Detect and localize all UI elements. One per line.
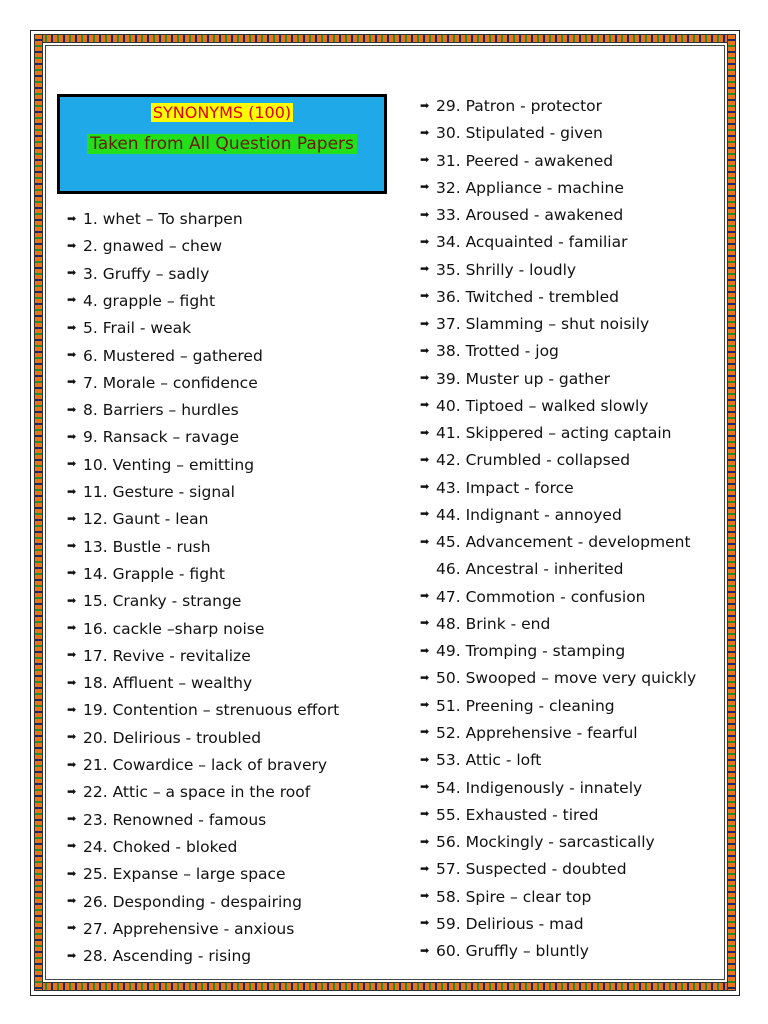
right-arrow-icon: ➡: [67, 757, 77, 771]
right-arrow-icon: ➡: [420, 98, 430, 112]
list-item: [420, 202, 623, 228]
synonym-text: 58. Spire – clear top: [436, 887, 592, 906]
synonym-text: 54. Indigenously - innately: [436, 778, 643, 797]
list-item: [67, 288, 215, 314]
page-subtitle: Taken from All Question Papers: [87, 134, 357, 154]
right-arrow-icon: ➡: [67, 348, 77, 361]
list-item: [67, 916, 294, 942]
synonym-text: 34. Acquainted - familiar: [436, 233, 628, 252]
right-arrow-icon: ➡: [420, 207, 430, 221]
right-arrow-icon: ➡: [420, 616, 430, 630]
synonym-text: 19. Contention – strenuous effort: [83, 701, 340, 720]
list-item: [67, 424, 239, 450]
right-arrow-icon: ➡: [420, 398, 430, 412]
synonym-text: 43. Impact - force: [436, 478, 574, 497]
list-item: [420, 775, 642, 801]
synonym-text: 36. Twitched - trembled: [436, 287, 619, 306]
list-item: [67, 343, 263, 369]
right-arrow-icon: ➡: [67, 621, 77, 634]
right-arrow-icon: ➡: [67, 866, 77, 880]
list-item: [420, 257, 576, 283]
list-item: [67, 670, 252, 696]
synonym-text: 53. Attic - loft: [436, 751, 542, 770]
synonym-text: 41. Skippered – acting captain: [436, 424, 672, 443]
synonym-text: 3. Gruffy – sadly: [83, 264, 210, 283]
right-arrow-icon: ➡: [67, 784, 77, 798]
border-left: [34, 34, 43, 991]
synonym-text: 37. Slamming – shut noisily: [436, 315, 650, 334]
right-arrow-icon: ➡: [420, 698, 430, 712]
synonym-text: 11. Gesture - signal: [83, 483, 235, 501]
right-arrow-icon: ➡: [420, 480, 430, 494]
right-arrow-icon: ➡: [67, 921, 77, 935]
list-item: [420, 311, 649, 337]
synonym-text: 18. Affluent – wealthy: [83, 674, 253, 693]
list-item: [420, 938, 589, 964]
list-item: [67, 697, 339, 723]
right-arrow-icon: ➡: [67, 648, 77, 662]
right-arrow-icon: ➡: [67, 702, 77, 716]
right-arrow-icon: ➡: [67, 293, 77, 307]
right-arrow-icon: ➡: [67, 839, 77, 853]
synonym-text: 47. Commotion - confusion: [436, 587, 646, 606]
synonym-text: 33. Aroused - awakened: [436, 206, 624, 225]
synonym-text: 23. Renowned - famous: [83, 810, 267, 829]
synonym-text: 52. Apprehensive - fearful: [436, 723, 638, 742]
synonym-text: 10. Venting – emitting: [83, 455, 255, 474]
right-arrow-icon: ➡: [420, 234, 430, 248]
synonym-text: 5. Frail - weak: [83, 319, 192, 338]
right-arrow-icon: ➡: [67, 812, 77, 826]
list-item: [67, 779, 310, 805]
synonym-text: 30. Stipulated - given: [436, 124, 603, 143]
right-arrow-icon: ➡: [67, 484, 77, 498]
synonym-text: 7. Morale – confidence: [83, 373, 258, 392]
list-item: [420, 175, 624, 201]
synonym-text: 4. grapple – fight: [83, 291, 216, 310]
right-arrow-icon: ➡: [420, 589, 430, 603]
list-item: [420, 693, 615, 719]
right-arrow-icon: ➡: [420, 371, 430, 385]
list-item: [420, 829, 655, 855]
synonym-text: 55. Exhausted - tired: [436, 805, 599, 824]
right-arrow-icon: ➡: [420, 534, 430, 548]
list-item: [420, 884, 591, 910]
right-arrow-icon: ➡: [67, 948, 77, 962]
page-title: SYNONYMS (100): [152, 103, 292, 122]
right-arrow-icon: ➡: [420, 507, 430, 521]
list-item: [67, 397, 239, 423]
synonym-text: 35. Shrilly - loudly: [436, 260, 577, 279]
synonym-text: 25. Expanse – large space: [83, 865, 286, 884]
list-item: [67, 370, 258, 396]
right-arrow-icon: ➡: [420, 262, 430, 276]
synonym-text: 49. Tromping - stamping: [436, 642, 626, 661]
list-item: [67, 233, 222, 259]
list-item: [420, 556, 623, 582]
right-arrow-icon: ➡: [67, 894, 77, 907]
list-item: [420, 665, 696, 691]
synonym-text: 59. Delirious - mad: [436, 914, 584, 933]
synonym-text: 32. Appliance - machine: [436, 178, 624, 197]
right-arrow-icon: ➡: [420, 916, 430, 930]
right-arrow-icon: ➡: [420, 943, 430, 957]
list-item: [420, 747, 541, 773]
list-item: [420, 638, 625, 664]
list-item: [420, 802, 598, 828]
list-item: [67, 834, 237, 860]
synonym-text: 17. Revive - revitalize: [83, 646, 251, 665]
list-item: [420, 393, 648, 419]
list-item: [420, 284, 619, 310]
right-arrow-icon: ➡: [67, 539, 77, 553]
synonym-text: 1. whet – To sharpen: [83, 210, 243, 228]
synonym-text: 9. Ransack – ravage: [83, 428, 240, 447]
synonym-text: 16. cackle –sharp noise: [83, 619, 265, 638]
list-item: [67, 889, 302, 915]
synonym-text: 57. Suspected - doubted: [436, 860, 627, 879]
list-item: [67, 861, 286, 887]
list-item: [420, 502, 622, 528]
right-arrow-icon: ➡: [67, 266, 77, 280]
synonym-text: 38. Trotted - jog: [436, 342, 559, 361]
synonym-text: 56. Mockingly - sarcastically: [436, 833, 655, 852]
synonym-text: 24. Choked - bloked: [83, 837, 238, 856]
right-arrow-icon: ➡: [67, 730, 77, 744]
list-item: [67, 943, 251, 969]
synonym-text: 39. Muster up - gather: [436, 369, 611, 388]
synonym-text: 2. gnawed – chew: [83, 237, 223, 256]
right-arrow-icon: ➡: [67, 593, 77, 607]
right-arrow-icon: ➡: [67, 675, 77, 689]
synonym-text: 60. Gruffly – bluntly: [436, 942, 589, 961]
synonym-text: 31. Peered - awakened: [436, 151, 614, 170]
right-arrow-icon: ➡: [420, 861, 430, 875]
synonym-text: 21. Cowardice – lack of bravery: [83, 756, 328, 774]
synonym-text: 8. Barriers – hurdles: [83, 401, 239, 420]
right-arrow-icon: ➡: [420, 807, 430, 821]
list-item: [67, 616, 264, 642]
list-item: [67, 315, 191, 341]
synonym-text: 51. Preening - cleaning: [436, 696, 615, 715]
list-item: [420, 148, 613, 174]
right-arrow-icon: ➡: [67, 238, 77, 252]
synonym-text: 44. Indignant - annoyed: [436, 505, 622, 524]
border-top: [34, 34, 736, 43]
synonym-text: 27. Apprehensive - anxious: [83, 919, 295, 938]
list-item: [420, 720, 638, 746]
synonym-text: 15. Cranky - strange: [83, 592, 242, 611]
right-arrow-icon: ➡: [420, 425, 430, 439]
synonym-text: 6. Mustered – gathered: [83, 346, 263, 365]
list-item: [420, 475, 574, 501]
synonym-text: 45. Advancement - development: [436, 533, 691, 552]
right-arrow-icon: ➡: [420, 752, 430, 766]
list-item: [420, 338, 559, 364]
synonym-text: 50. Swooped – move very quickly: [436, 669, 697, 688]
right-arrow-icon: ➡: [420, 725, 430, 739]
synonym-text: 12. Gaunt - lean: [83, 510, 209, 529]
synonym-text: 20. Delirious - troubled: [83, 728, 262, 747]
list-item: [420, 366, 610, 392]
synonym-text: 40. Tiptoed – walked slowly: [436, 396, 649, 415]
border-right: [727, 34, 736, 991]
list-item: [67, 534, 211, 560]
right-arrow-icon: ➡: [420, 452, 430, 466]
synonym-text: 46. Ancestral - inherited: [436, 560, 624, 579]
list-item: [420, 911, 584, 937]
synonym-text: 14. Grapple - fight: [83, 564, 225, 583]
list-item: [420, 447, 630, 473]
right-arrow-icon: ➡: [67, 375, 77, 389]
list-item: [67, 206, 243, 232]
right-arrow-icon: ➡: [67, 457, 77, 471]
list-item: [67, 452, 254, 478]
list-item: [67, 725, 261, 751]
synonym-text: 26. Desponding - despairing: [83, 892, 302, 911]
right-arrow-icon: ➡: [420, 670, 430, 684]
list-item: [67, 807, 266, 833]
right-arrow-icon: ➡: [420, 289, 430, 303]
right-arrow-icon: ➡: [420, 889, 430, 903]
right-arrow-icon: ➡: [420, 343, 430, 357]
border-bottom: [34, 982, 736, 991]
list-item: [67, 479, 235, 505]
right-arrow-icon: ➡: [67, 211, 77, 225]
right-arrow-icon: ➡: [420, 316, 430, 330]
right-arrow-icon: ➡: [420, 125, 430, 139]
list-item: [67, 752, 327, 778]
title-box: [57, 94, 387, 194]
list-item: [420, 856, 627, 882]
list-item: [420, 529, 691, 555]
right-arrow-icon: ➡: [420, 153, 430, 167]
synonym-text: 29. Patron - protector: [436, 97, 603, 115]
list-item: [67, 506, 208, 532]
synonym-text: 48. Brink - end: [436, 614, 551, 633]
synonym-text: 13. Bustle - rush: [83, 537, 211, 556]
list-item: [420, 229, 627, 255]
synonym-text: 42. Crumbled - collapsed: [436, 451, 631, 470]
right-arrow-icon: ➡: [67, 429, 77, 443]
list-item: [67, 261, 209, 287]
right-arrow-icon: ➡: [67, 511, 77, 525]
right-arrow-icon: ➡: [420, 834, 430, 848]
right-arrow-icon: ➡: [67, 566, 77, 580]
list-item: [67, 643, 251, 669]
synonym-text: 22. Attic – a space in the roof: [83, 783, 311, 802]
right-arrow-icon: ➡: [67, 402, 77, 416]
list-item: [420, 93, 602, 119]
right-arrow-icon: ➡: [67, 320, 77, 334]
list-item: [420, 584, 646, 610]
right-arrow-icon: ➡: [420, 780, 430, 793]
synonym-text: 28. Ascending - rising: [83, 947, 252, 966]
list-item: [420, 120, 603, 146]
right-arrow-icon: ➡: [420, 643, 430, 657]
right-arrow-icon: ➡: [420, 180, 430, 194]
list-item: [67, 561, 225, 587]
list-item: [420, 420, 671, 446]
list-item: [420, 611, 550, 637]
list-item: [67, 588, 241, 614]
